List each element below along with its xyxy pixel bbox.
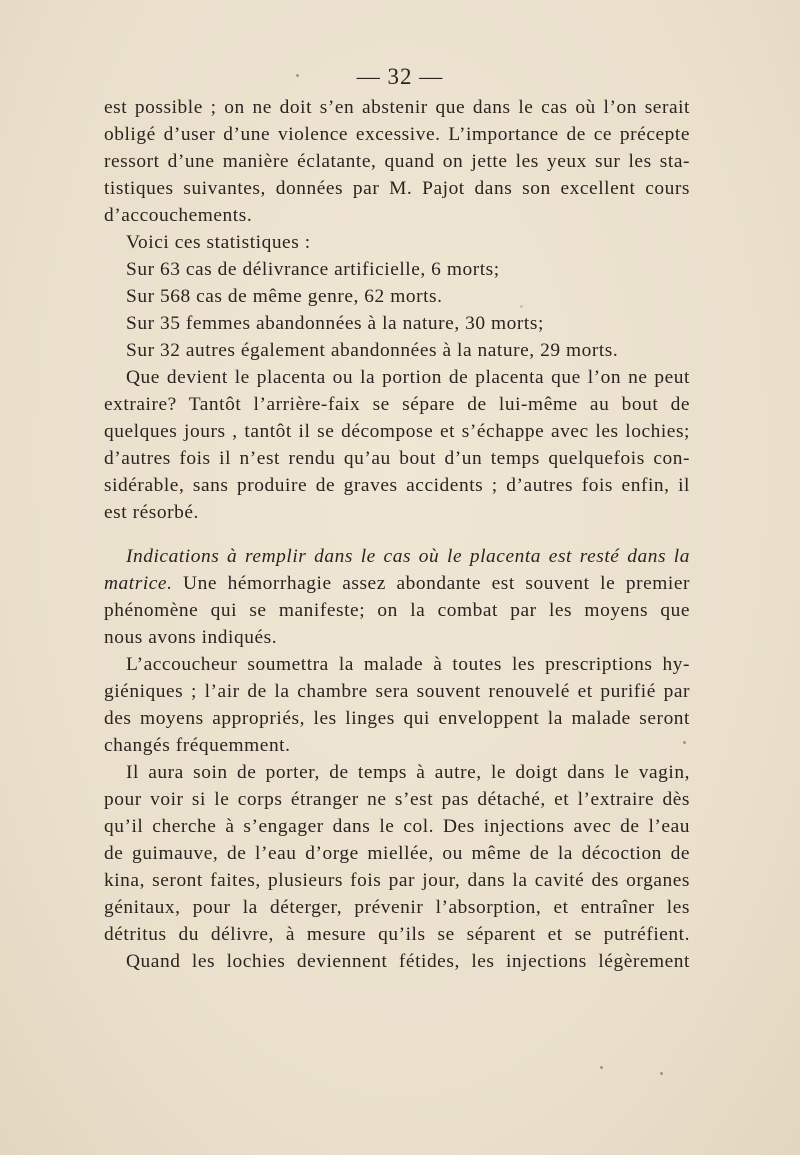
text-line: phénomène qui se manifeste; on la combat par les moyens que — [104, 600, 690, 621]
section-heading-line: Indications à remplir dans le cas où le placenta est resté dans la — [126, 546, 690, 567]
text-line: sidérable, sans produire de graves accidents ; d’autres fois enfin, il — [104, 475, 690, 496]
statistic-line: Sur 568 cas de même genre, 62 morts. — [126, 286, 443, 307]
text-line: L’accoucheur soumettra la malade à toutes les prescriptions hy- — [126, 654, 690, 675]
text-line: Quand les lochies deviennent fétides, les injections légèrement — [126, 951, 690, 972]
paper-speck — [296, 74, 299, 77]
text-line: Voici ces statistiques : — [126, 232, 311, 253]
paper-speck — [520, 305, 523, 308]
text-line: extraire? Tantôt l’arrière-faix se sépare de lui-même au bout de — [104, 394, 690, 415]
text-line: giéniques ; l’air de la chambre sera souvent renouvelé et purifié par — [104, 681, 690, 702]
text-line: nous avons indiqués. — [104, 627, 278, 648]
statistic-line: Sur 35 femmes abandonnées à la nature, 30 morts; — [126, 313, 544, 334]
body-text — [104, 94, 690, 975]
text-line: qu’il cherche à s’engager dans le col. Des injections avec de l’eau — [104, 816, 690, 837]
text-line: est résorbé. — [104, 502, 199, 523]
text-line — [104, 570, 690, 597]
text-line: d’autres fois il n’est rendu qu’au bout d’un temps quelquefois con- — [104, 448, 690, 469]
text-line: ressort d’une manière éclatante, quand on jette les yeux sur les sta- — [104, 151, 690, 172]
text-line: changés fréquemment. — [104, 735, 291, 756]
text-line: tistiques suivantes, données par M. Pajot dans son excellent cours — [104, 178, 690, 199]
page-number: — 32 — — [356, 64, 444, 89]
text-line: est possible ; on ne doit s’en abstenir que dans le cas où l’on serait — [104, 97, 690, 118]
section-heading-end: matrice. — [104, 573, 173, 594]
text-line: de guimauve, de l’eau d’orge miellée, ou même de la décoction de — [104, 843, 690, 864]
text-line: détritus du délivre, à mesure qu’ils se séparent et se putréfient. — [104, 924, 690, 945]
text-line: Que devient le placenta ou la portion de placenta que l’on ne peut — [126, 367, 690, 388]
text-fragment: Une hémorrhagie assez abondante est souvent le premier — [172, 573, 690, 594]
statistic-line: Sur 32 autres également abandonnées à la nature, 29 morts. — [126, 340, 619, 361]
text-line: Il aura soin de porter, de temps à autre, le doigt dans le vagin, — [126, 762, 690, 783]
text-line: kina, seront faites, plusieurs fois par jour, dans la cavité des organes — [104, 870, 690, 891]
text-line: quelques jours , tantôt il se décompose et s’échappe avec les lochies; — [104, 421, 690, 442]
text-line: obligé d’user d’une violence excessive. L’importance de ce précepte — [104, 124, 690, 145]
paper-speck — [600, 1066, 603, 1069]
text-line: des moyens appropriés, les linges qui enveloppent la malade seront — [104, 708, 690, 729]
text-line: d’accouchements. — [104, 205, 253, 226]
text-line: pour voir si le corps étranger ne s’est pas détaché, et l’extraire dès — [104, 789, 690, 810]
statistic-line: Sur 63 cas de délivrance artificielle, 6 morts; — [126, 259, 500, 280]
paper-speck — [660, 1072, 663, 1075]
paper-speck — [683, 741, 686, 744]
text-line: génitaux, pour la déterger, prévenir l’absorption, et entraîner les — [104, 897, 690, 918]
